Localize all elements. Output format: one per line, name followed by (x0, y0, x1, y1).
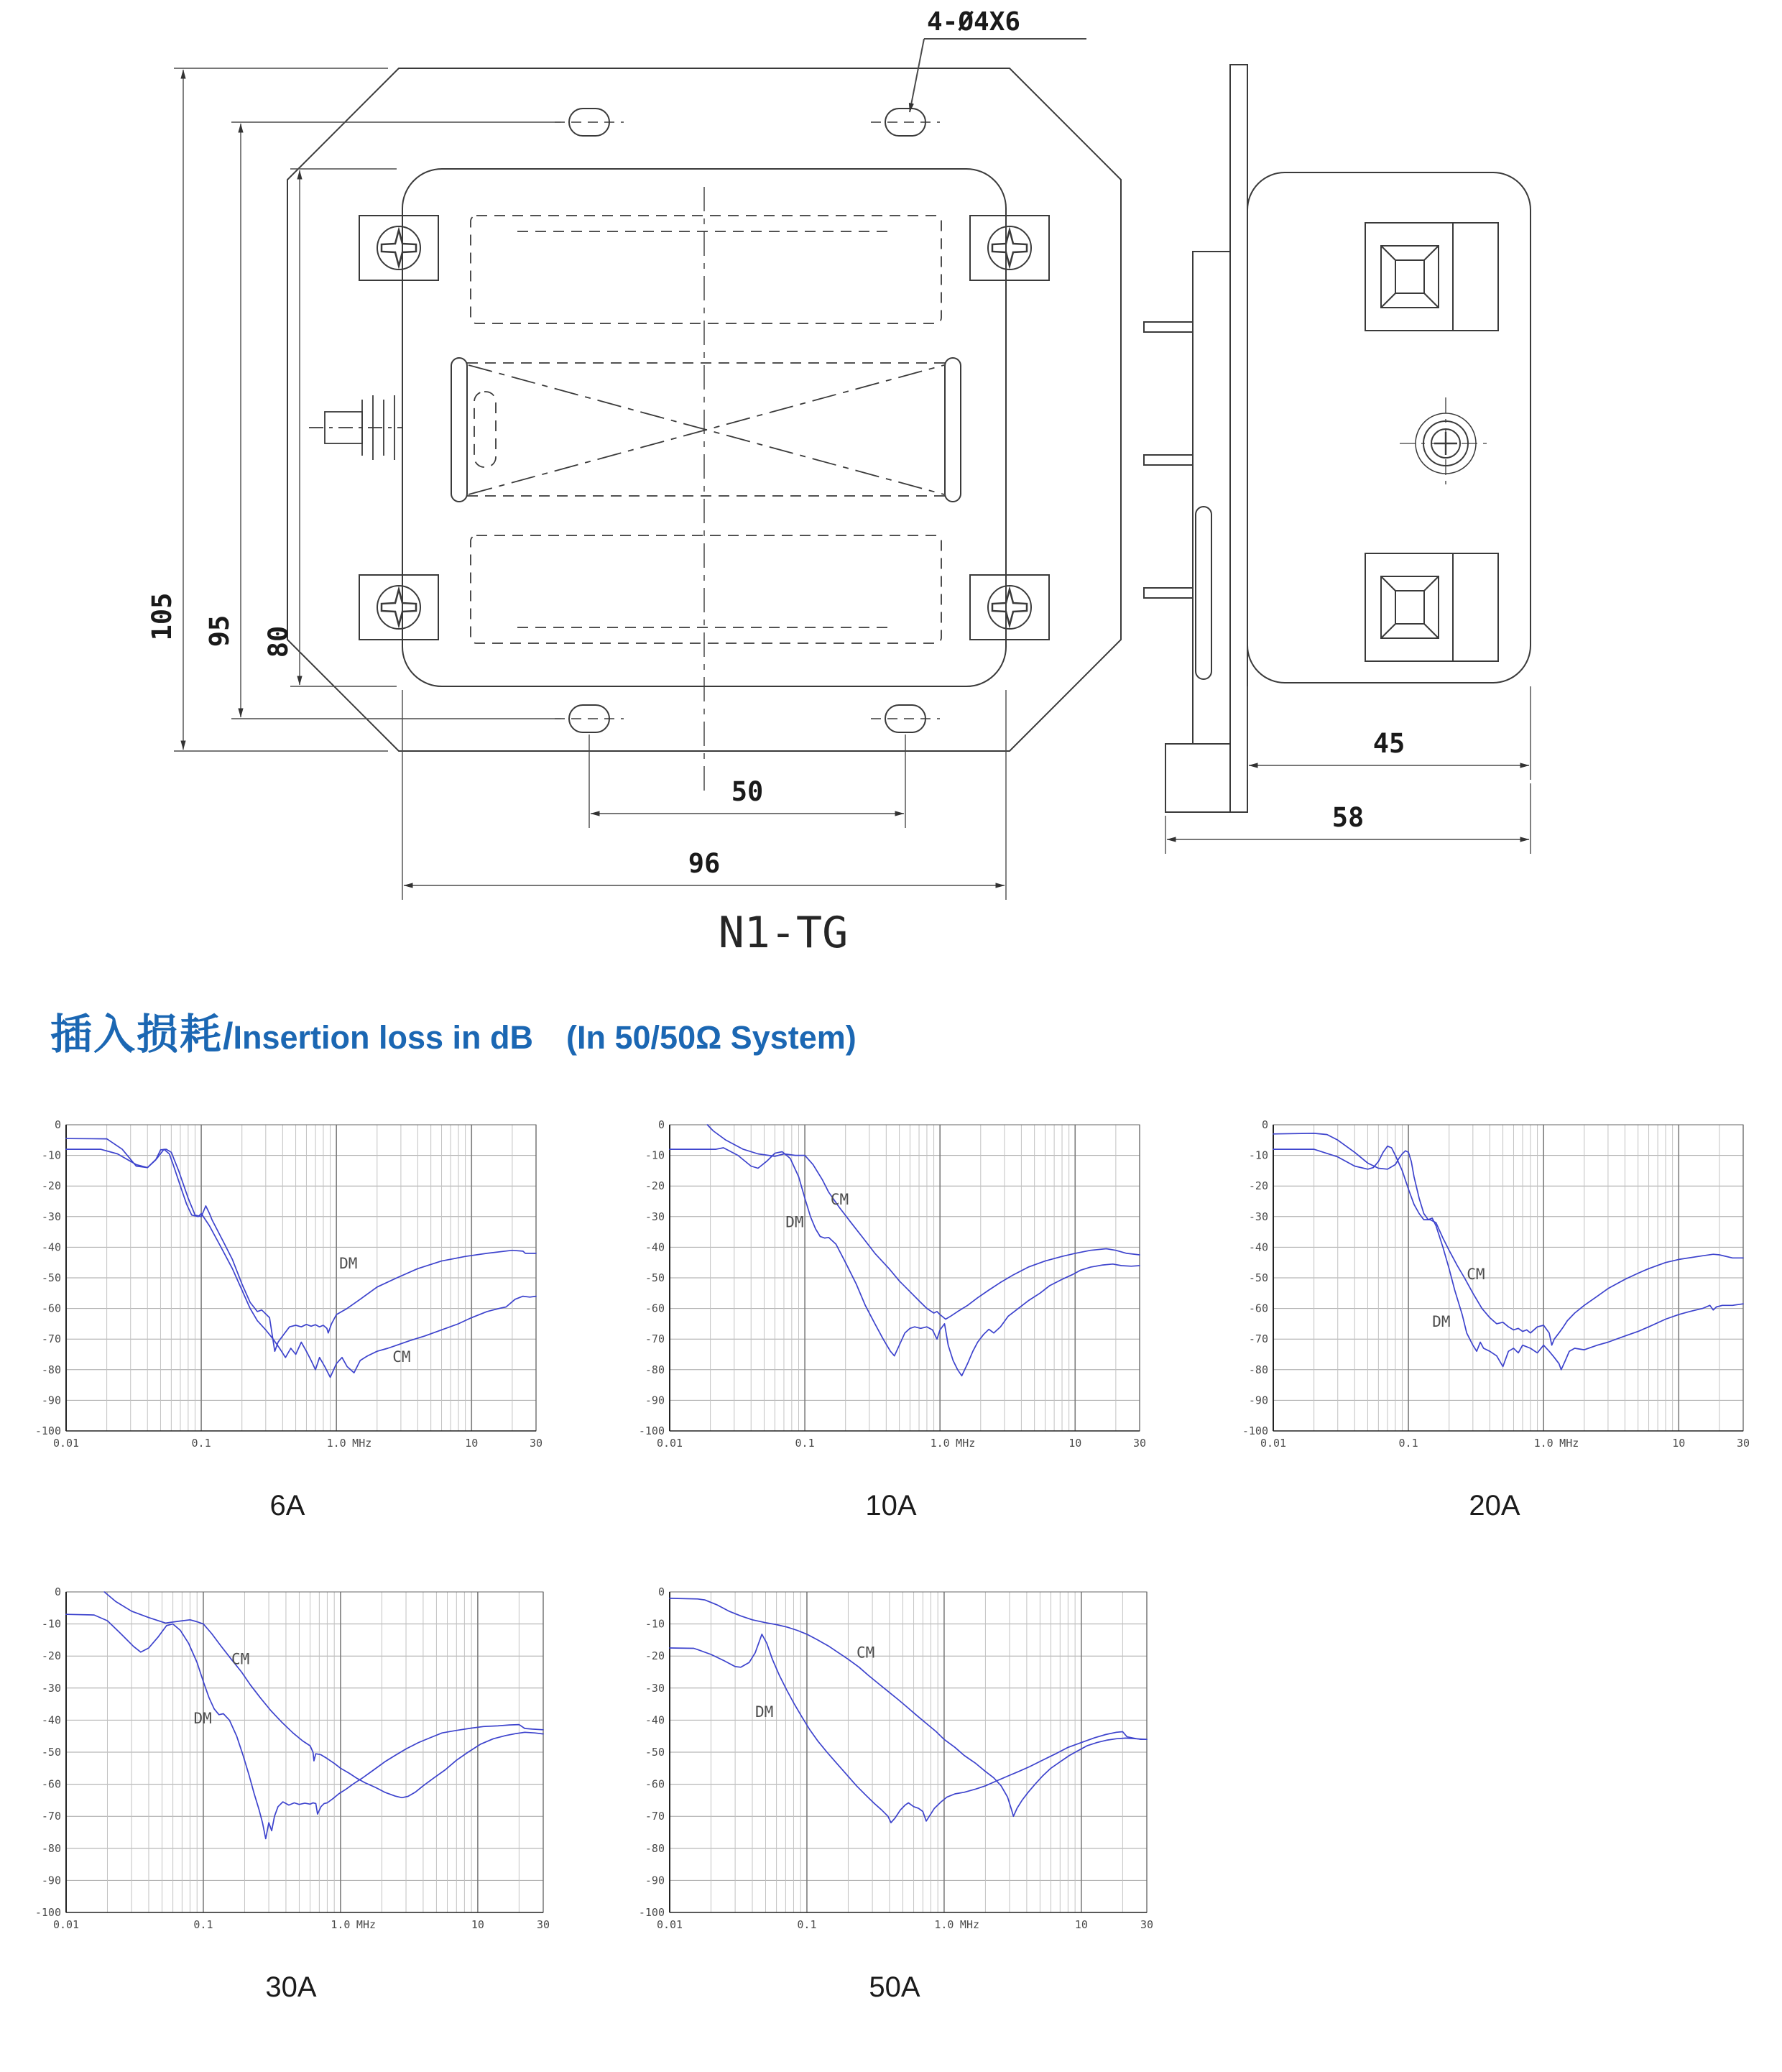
side-view (1144, 65, 1531, 812)
chart-20a (1236, 1118, 1753, 1522)
svg-text:-10: -10 (1248, 1148, 1268, 1162)
svg-text:-60: -60 (41, 1302, 61, 1315)
insertion-loss-plot-50a (632, 1585, 1157, 1937)
svg-text:-10: -10 (41, 1148, 61, 1162)
svg-text:-10: -10 (41, 1617, 61, 1631)
svg-text:-80: -80 (41, 1841, 61, 1855)
series-label-cm: CM (1467, 1266, 1485, 1284)
svg-text:MHz: MHz (1559, 1437, 1579, 1450)
svg-text:-70: -70 (645, 1810, 665, 1823)
svg-text:-100: -100 (34, 1906, 61, 1919)
svg-text:-40: -40 (645, 1713, 665, 1727)
svg-text:10: 10 (1068, 1437, 1082, 1450)
svg-text:-40: -40 (1248, 1240, 1268, 1254)
front-view (287, 68, 1121, 794)
svg-text:-80: -80 (41, 1363, 61, 1376)
svg-text:0: 0 (54, 1118, 61, 1131)
svg-text:-50: -50 (41, 1271, 61, 1284)
svg-text:30: 30 (1132, 1437, 1147, 1450)
svg-text:-100: -100 (1242, 1424, 1268, 1437)
chart-caption-50a: 50A (869, 1971, 920, 2003)
chart-6a (29, 1118, 546, 1522)
svg-text:-90: -90 (41, 1874, 61, 1887)
svg-text:10: 10 (1074, 1918, 1088, 1931)
svg-text:0.01: 0.01 (656, 1918, 683, 1931)
svg-text:-80: -80 (645, 1841, 665, 1855)
insertion-loss-plot-6a (29, 1118, 546, 1455)
model-label: N1-TG (718, 908, 849, 958)
dimensions (147, 7, 1531, 900)
chart-caption-30a: 30A (265, 1971, 317, 2003)
svg-text:0.1: 0.1 (191, 1437, 211, 1450)
svg-text:105: 105 (147, 592, 177, 641)
svg-text:58: 58 (1331, 802, 1365, 833)
svg-text:0.01: 0.01 (52, 1437, 80, 1450)
svg-text:-50: -50 (645, 1746, 665, 1759)
side-flange-plate (1230, 65, 1247, 812)
insertion-loss-plot-20a (1236, 1118, 1753, 1455)
chart-30a (29, 1585, 553, 2004)
insertion-loss-plot-30a (29, 1585, 553, 1937)
dim-body-depth (1247, 686, 1531, 780)
heading-separator: / (223, 1016, 234, 1057)
dim-overall-depth (1165, 783, 1531, 854)
heading-system-note: (In 50/50Ω System) (566, 1019, 857, 1056)
svg-text:-40: -40 (645, 1240, 665, 1254)
svg-text:45: 45 (1372, 728, 1405, 759)
svg-text:0.1: 0.1 (797, 1918, 817, 1931)
svg-text:-100: -100 (34, 1424, 61, 1437)
svg-text:0: 0 (657, 1118, 665, 1131)
chart-10a (632, 1118, 1150, 1522)
dim-hole-spacing (589, 735, 905, 828)
svg-text:-100: -100 (638, 1424, 665, 1437)
core-cross (468, 365, 944, 494)
svg-text:30: 30 (529, 1437, 543, 1450)
series-label-dm: DM (339, 1255, 358, 1273)
side-terminal-block-bottom (1365, 553, 1498, 661)
svg-text:10: 10 (471, 1918, 484, 1931)
series-label-dm: DM (193, 1709, 212, 1727)
svg-text:96: 96 (688, 848, 721, 879)
chart-caption-20a: 20A (1469, 1490, 1520, 1521)
chart-caption-6a: 6A (269, 1490, 305, 1521)
svg-text:-20: -20 (1248, 1179, 1268, 1193)
svg-text:-90: -90 (645, 1394, 665, 1407)
svg-text:95: 95 (204, 614, 235, 648)
svg-text:-80: -80 (645, 1363, 665, 1376)
series-label-dm: DM (785, 1213, 804, 1231)
chart-50a (632, 1585, 1157, 2004)
svg-text:-50: -50 (645, 1271, 665, 1284)
ground-stud (309, 395, 402, 460)
dim-body-width (402, 690, 1006, 900)
svg-text:-40: -40 (41, 1240, 61, 1254)
svg-text:-70: -70 (41, 1332, 61, 1346)
svg-text:4-Ø4X6: 4-Ø4X6 (927, 7, 1021, 37)
svg-text:-90: -90 (645, 1874, 665, 1887)
side-din-clip (1196, 507, 1211, 679)
svg-text:-50: -50 (1248, 1271, 1268, 1284)
side-center-screw (1400, 397, 1492, 489)
svg-text:1.0: 1.0 (331, 1918, 351, 1931)
svg-text:30: 30 (536, 1918, 550, 1931)
svg-text:0: 0 (657, 1585, 665, 1598)
side-terminal-pins (1144, 322, 1193, 598)
svg-text:-30: -30 (645, 1681, 665, 1695)
svg-text:1.0: 1.0 (1533, 1437, 1554, 1450)
side-foot (1165, 744, 1230, 812)
svg-text:-10: -10 (645, 1617, 665, 1631)
svg-text:30: 30 (1140, 1918, 1154, 1931)
series-label-cm: CM (830, 1190, 849, 1208)
svg-text:1.0: 1.0 (934, 1918, 954, 1931)
insertion-loss-plot-10a (632, 1118, 1150, 1455)
svg-text:50: 50 (731, 776, 764, 807)
svg-text:10: 10 (465, 1437, 479, 1450)
series-label-cm: CM (392, 1348, 411, 1366)
chart-caption-10a: 10A (865, 1490, 917, 1521)
svg-text:-80: -80 (1248, 1363, 1268, 1376)
svg-text:-30: -30 (1248, 1210, 1268, 1223)
svg-text:0.1: 0.1 (193, 1918, 213, 1931)
series-label-cm: CM (231, 1650, 250, 1668)
svg-text:-20: -20 (41, 1179, 61, 1193)
svg-text:-60: -60 (645, 1777, 665, 1791)
insertion-loss-heading (50, 1000, 857, 1061)
svg-text:-60: -60 (1248, 1302, 1268, 1315)
heading-english: Insertion loss in dB (233, 1019, 534, 1056)
svg-text:-10: -10 (645, 1148, 665, 1162)
svg-text:-70: -70 (41, 1810, 61, 1823)
series-label-dm: DM (755, 1703, 774, 1721)
mounting-holes (555, 109, 940, 732)
svg-text:-60: -60 (41, 1777, 61, 1791)
svg-text:-100: -100 (638, 1906, 665, 1919)
svg-text:-30: -30 (41, 1681, 61, 1695)
svg-text:0.1: 0.1 (795, 1437, 815, 1450)
dim-mount-height (204, 122, 560, 719)
side-terminal-block-top (1365, 223, 1498, 331)
svg-text:1.0: 1.0 (930, 1437, 950, 1450)
svg-text:MHz: MHz (959, 1918, 980, 1931)
svg-text:-70: -70 (1248, 1332, 1268, 1346)
svg-text:-50: -50 (41, 1746, 61, 1759)
svg-text:0.01: 0.01 (52, 1918, 80, 1931)
svg-text:-70: -70 (645, 1332, 665, 1346)
svg-text:-60: -60 (645, 1302, 665, 1315)
svg-text:-40: -40 (41, 1713, 61, 1727)
svg-text:-30: -30 (645, 1210, 665, 1223)
svg-text:0.1: 0.1 (1398, 1437, 1418, 1450)
series-label-dm: DM (1432, 1313, 1451, 1331)
svg-text:-30: -30 (41, 1210, 61, 1223)
svg-text:MHz: MHz (356, 1918, 377, 1931)
svg-text:0.01: 0.01 (656, 1437, 683, 1450)
side-body-outline (1247, 172, 1531, 683)
svg-text:MHz: MHz (956, 1437, 976, 1450)
technical-drawing (0, 0, 1782, 967)
svg-text:10: 10 (1672, 1437, 1686, 1450)
svg-text:0: 0 (1261, 1118, 1268, 1131)
svg-text:1.0: 1.0 (326, 1437, 346, 1450)
svg-text:-20: -20 (41, 1649, 61, 1663)
svg-text:MHz: MHz (352, 1437, 372, 1450)
svg-text:-90: -90 (41, 1394, 61, 1407)
svg-text:-20: -20 (645, 1179, 665, 1193)
svg-text:80: 80 (263, 625, 294, 658)
svg-text:-90: -90 (1248, 1394, 1268, 1407)
svg-text:0.01: 0.01 (1260, 1437, 1287, 1450)
series-label-cm: CM (857, 1644, 875, 1662)
svg-text:0: 0 (54, 1585, 61, 1598)
heading-chinese: 插入损耗 (50, 1011, 223, 1058)
svg-text:-20: -20 (645, 1649, 665, 1663)
svg-text:30: 30 (1736, 1437, 1750, 1450)
hole-callout (910, 7, 1086, 112)
